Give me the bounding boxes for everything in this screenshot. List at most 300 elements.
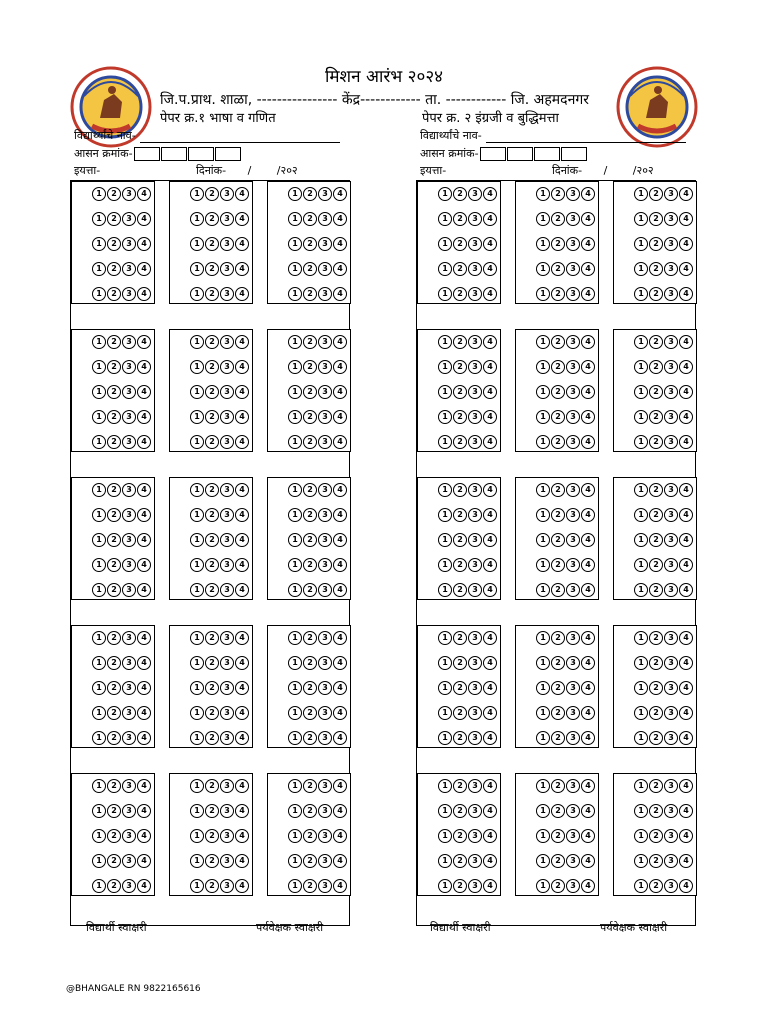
option-bubble[interactable]: 3: [122, 435, 136, 449]
option-bubble[interactable]: 3: [468, 854, 482, 868]
option-bubble[interactable]: 3: [664, 533, 678, 547]
option-bubble[interactable]: 1: [92, 879, 106, 893]
option-bubble[interactable]: 2: [303, 804, 317, 818]
option-bubble[interactable]: 2: [303, 410, 317, 424]
option-bubble[interactable]: 4: [137, 360, 151, 374]
option-bubble[interactable]: 2: [551, 731, 565, 745]
option-bubble[interactable]: 3: [468, 360, 482, 374]
option-bubble[interactable]: 1: [92, 681, 106, 695]
option-bubble[interactable]: 1: [288, 435, 302, 449]
option-bubble[interactable]: 1: [92, 558, 106, 572]
option-bubble[interactable]: 3: [318, 385, 332, 399]
seat-box[interactable]: [215, 147, 241, 161]
option-bubble[interactable]: 1: [190, 187, 204, 201]
option-bubble[interactable]: 4: [333, 435, 347, 449]
option-bubble[interactable]: 4: [235, 187, 249, 201]
option-bubble[interactable]: 3: [468, 681, 482, 695]
option-bubble[interactable]: 4: [235, 483, 249, 497]
option-bubble[interactable]: 3: [220, 187, 234, 201]
option-bubble[interactable]: 2: [205, 656, 219, 670]
option-bubble[interactable]: 4: [235, 410, 249, 424]
option-bubble[interactable]: 4: [483, 829, 497, 843]
option-bubble[interactable]: 2: [551, 335, 565, 349]
option-bubble[interactable]: 2: [551, 583, 565, 597]
option-bubble[interactable]: 4: [483, 483, 497, 497]
option-bubble[interactable]: 3: [220, 360, 234, 374]
option-bubble[interactable]: 4: [235, 854, 249, 868]
option-bubble[interactable]: 4: [483, 779, 497, 793]
option-bubble[interactable]: 1: [634, 410, 648, 424]
option-bubble[interactable]: 4: [483, 435, 497, 449]
option-bubble[interactable]: 1: [190, 731, 204, 745]
option-bubble[interactable]: 4: [679, 854, 693, 868]
option-bubble[interactable]: 1: [288, 779, 302, 793]
option-bubble[interactable]: 3: [468, 558, 482, 572]
option-bubble[interactable]: 2: [551, 854, 565, 868]
option-bubble[interactable]: 1: [92, 237, 106, 251]
option-bubble[interactable]: 2: [205, 385, 219, 399]
option-bubble[interactable]: 2: [453, 237, 467, 251]
option-bubble[interactable]: 1: [288, 731, 302, 745]
option-bubble[interactable]: 3: [664, 779, 678, 793]
option-bubble[interactable]: 3: [318, 829, 332, 843]
option-bubble[interactable]: 4: [581, 410, 595, 424]
option-bubble[interactable]: 3: [122, 558, 136, 572]
option-bubble[interactable]: 3: [468, 483, 482, 497]
option-bubble[interactable]: 3: [566, 483, 580, 497]
option-bubble[interactable]: 2: [649, 731, 663, 745]
option-bubble[interactable]: 2: [205, 631, 219, 645]
option-bubble[interactable]: 3: [566, 237, 580, 251]
option-bubble[interactable]: 4: [679, 187, 693, 201]
option-bubble[interactable]: 1: [190, 360, 204, 374]
option-bubble[interactable]: 3: [122, 829, 136, 843]
option-bubble[interactable]: 4: [679, 533, 693, 547]
option-bubble[interactable]: 3: [664, 385, 678, 399]
option-bubble[interactable]: 4: [679, 706, 693, 720]
date-field-left[interactable]: [196, 163, 298, 178]
option-bubble[interactable]: 3: [220, 558, 234, 572]
option-bubble[interactable]: 3: [122, 631, 136, 645]
option-bubble[interactable]: 3: [664, 854, 678, 868]
option-bubble[interactable]: 4: [679, 287, 693, 301]
option-bubble[interactable]: 1: [536, 360, 550, 374]
option-bubble[interactable]: 2: [107, 681, 121, 695]
option-bubble[interactable]: 4: [333, 508, 347, 522]
option-bubble[interactable]: 2: [453, 879, 467, 893]
option-bubble[interactable]: 4: [679, 435, 693, 449]
option-bubble[interactable]: 3: [664, 212, 678, 226]
option-bubble[interactable]: 1: [92, 483, 106, 497]
option-bubble[interactable]: 1: [92, 212, 106, 226]
option-bubble[interactable]: 4: [137, 656, 151, 670]
option-bubble[interactable]: 2: [107, 854, 121, 868]
option-bubble[interactable]: 4: [235, 335, 249, 349]
option-bubble[interactable]: 2: [205, 212, 219, 226]
option-bubble[interactable]: 4: [333, 262, 347, 276]
option-bubble[interactable]: 1: [438, 631, 452, 645]
option-bubble[interactable]: 1: [92, 187, 106, 201]
option-bubble[interactable]: 3: [318, 237, 332, 251]
option-bubble[interactable]: 2: [649, 779, 663, 793]
option-bubble[interactable]: 1: [92, 656, 106, 670]
option-bubble[interactable]: 2: [205, 879, 219, 893]
option-bubble[interactable]: 4: [581, 483, 595, 497]
option-bubble[interactable]: 1: [92, 731, 106, 745]
option-bubble[interactable]: 1: [190, 854, 204, 868]
option-bubble[interactable]: 3: [566, 656, 580, 670]
option-bubble[interactable]: 1: [92, 583, 106, 597]
option-bubble[interactable]: 3: [122, 681, 136, 695]
option-bubble[interactable]: 2: [107, 804, 121, 818]
option-bubble[interactable]: 2: [649, 879, 663, 893]
option-bubble[interactable]: 3: [566, 854, 580, 868]
option-bubble[interactable]: 1: [634, 508, 648, 522]
option-bubble[interactable]: 4: [483, 385, 497, 399]
option-bubble[interactable]: 2: [649, 237, 663, 251]
option-bubble[interactable]: 1: [438, 583, 452, 597]
option-bubble[interactable]: 4: [679, 410, 693, 424]
option-bubble[interactable]: 3: [220, 237, 234, 251]
option-bubble[interactable]: 4: [333, 237, 347, 251]
option-bubble[interactable]: 4: [679, 508, 693, 522]
option-bubble[interactable]: 2: [551, 681, 565, 695]
option-bubble[interactable]: 2: [453, 731, 467, 745]
option-bubble[interactable]: 1: [536, 212, 550, 226]
option-bubble[interactable]: 4: [581, 508, 595, 522]
option-bubble[interactable]: 2: [453, 187, 467, 201]
option-bubble[interactable]: 2: [551, 483, 565, 497]
option-bubble[interactable]: 3: [220, 829, 234, 843]
option-bubble[interactable]: 3: [566, 335, 580, 349]
option-bubble[interactable]: 2: [107, 483, 121, 497]
option-bubble[interactable]: 3: [566, 779, 580, 793]
option-bubble[interactable]: 2: [107, 631, 121, 645]
option-bubble[interactable]: 2: [303, 237, 317, 251]
option-bubble[interactable]: 3: [220, 335, 234, 349]
option-bubble[interactable]: 2: [303, 335, 317, 349]
option-bubble[interactable]: 3: [122, 583, 136, 597]
option-bubble[interactable]: 1: [634, 583, 648, 597]
option-bubble[interactable]: 1: [288, 681, 302, 695]
option-bubble[interactable]: 2: [107, 829, 121, 843]
option-bubble[interactable]: 3: [122, 854, 136, 868]
option-bubble[interactable]: 3: [664, 583, 678, 597]
option-bubble[interactable]: 4: [235, 262, 249, 276]
option-bubble[interactable]: 4: [483, 731, 497, 745]
option-bubble[interactable]: 3: [220, 483, 234, 497]
option-bubble[interactable]: 4: [235, 360, 249, 374]
option-bubble[interactable]: 2: [303, 287, 317, 301]
option-bubble[interactable]: 2: [107, 335, 121, 349]
option-bubble[interactable]: 2: [303, 187, 317, 201]
option-bubble[interactable]: 1: [288, 804, 302, 818]
option-bubble[interactable]: 1: [536, 879, 550, 893]
option-bubble[interactable]: 1: [190, 287, 204, 301]
option-bubble[interactable]: 2: [107, 583, 121, 597]
option-bubble[interactable]: 3: [566, 631, 580, 645]
option-bubble[interactable]: 1: [92, 631, 106, 645]
option-bubble[interactable]: 4: [333, 879, 347, 893]
option-bubble[interactable]: 4: [235, 237, 249, 251]
option-bubble[interactable]: 1: [438, 804, 452, 818]
option-bubble[interactable]: 2: [205, 187, 219, 201]
option-bubble[interactable]: 1: [438, 483, 452, 497]
option-bubble[interactable]: 2: [205, 731, 219, 745]
option-bubble[interactable]: 1: [92, 706, 106, 720]
option-bubble[interactable]: 4: [581, 779, 595, 793]
option-bubble[interactable]: 4: [679, 583, 693, 597]
option-bubble[interactable]: 2: [107, 212, 121, 226]
option-bubble[interactable]: 2: [551, 262, 565, 276]
option-bubble[interactable]: 3: [220, 533, 234, 547]
option-bubble[interactable]: 4: [333, 212, 347, 226]
option-bubble[interactable]: 3: [664, 656, 678, 670]
option-bubble[interactable]: 4: [235, 656, 249, 670]
option-bubble[interactable]: 1: [288, 656, 302, 670]
option-bubble[interactable]: 3: [318, 631, 332, 645]
option-bubble[interactable]: 2: [453, 706, 467, 720]
option-bubble[interactable]: 4: [333, 804, 347, 818]
option-bubble[interactable]: 3: [664, 879, 678, 893]
option-bubble[interactable]: 1: [190, 533, 204, 547]
option-bubble[interactable]: 1: [438, 533, 452, 547]
option-bubble[interactable]: 2: [107, 435, 121, 449]
option-bubble[interactable]: 3: [220, 681, 234, 695]
option-bubble[interactable]: 1: [536, 631, 550, 645]
option-bubble[interactable]: 1: [536, 706, 550, 720]
option-bubble[interactable]: 3: [220, 508, 234, 522]
option-bubble[interactable]: 4: [137, 410, 151, 424]
option-bubble[interactable]: 4: [137, 187, 151, 201]
option-bubble[interactable]: 4: [679, 212, 693, 226]
option-bubble[interactable]: 1: [288, 483, 302, 497]
option-bubble[interactable]: 3: [664, 410, 678, 424]
option-bubble[interactable]: 3: [664, 187, 678, 201]
option-bubble[interactable]: 1: [438, 854, 452, 868]
option-bubble[interactable]: 4: [137, 385, 151, 399]
option-bubble[interactable]: 2: [649, 804, 663, 818]
option-bubble[interactable]: 4: [581, 212, 595, 226]
option-bubble[interactable]: 4: [333, 706, 347, 720]
option-bubble[interactable]: 4: [333, 631, 347, 645]
option-bubble[interactable]: 3: [566, 804, 580, 818]
option-bubble[interactable]: 1: [634, 779, 648, 793]
option-bubble[interactable]: 2: [453, 804, 467, 818]
option-bubble[interactable]: 2: [649, 829, 663, 843]
option-bubble[interactable]: 1: [190, 829, 204, 843]
option-bubble[interactable]: 1: [92, 829, 106, 843]
option-bubble[interactable]: 3: [566, 262, 580, 276]
option-bubble[interactable]: 2: [107, 360, 121, 374]
seat-field-left[interactable]: [74, 146, 241, 161]
option-bubble[interactable]: 2: [551, 287, 565, 301]
option-bubble[interactable]: 2: [453, 435, 467, 449]
class-field-right[interactable]: [420, 163, 446, 178]
option-bubble[interactable]: 4: [137, 508, 151, 522]
option-bubble[interactable]: 3: [664, 483, 678, 497]
name-field-left[interactable]: [74, 128, 340, 143]
option-bubble[interactable]: 2: [649, 435, 663, 449]
option-bubble[interactable]: 3: [220, 706, 234, 720]
option-bubble[interactable]: 1: [190, 483, 204, 497]
option-bubble[interactable]: 3: [318, 508, 332, 522]
option-bubble[interactable]: 1: [634, 558, 648, 572]
option-bubble[interactable]: 4: [333, 854, 347, 868]
option-bubble[interactable]: 4: [137, 829, 151, 843]
option-bubble[interactable]: 4: [581, 829, 595, 843]
option-bubble[interactable]: 4: [581, 804, 595, 818]
option-bubble[interactable]: 3: [318, 583, 332, 597]
option-bubble[interactable]: 4: [137, 631, 151, 645]
option-bubble[interactable]: 3: [122, 212, 136, 226]
option-bubble[interactable]: 2: [551, 410, 565, 424]
option-bubble[interactable]: 1: [536, 829, 550, 843]
option-bubble[interactable]: 4: [483, 262, 497, 276]
option-bubble[interactable]: 4: [483, 854, 497, 868]
option-bubble[interactable]: 3: [468, 508, 482, 522]
option-bubble[interactable]: 4: [333, 410, 347, 424]
option-bubble[interactable]: 2: [453, 212, 467, 226]
option-bubble[interactable]: 1: [190, 706, 204, 720]
option-bubble[interactable]: 4: [581, 237, 595, 251]
option-bubble[interactable]: 4: [581, 656, 595, 670]
seat-box[interactable]: [480, 147, 506, 161]
option-bubble[interactable]: 4: [333, 656, 347, 670]
option-bubble[interactable]: 1: [438, 410, 452, 424]
option-bubble[interactable]: 4: [137, 804, 151, 818]
option-bubble[interactable]: 3: [566, 533, 580, 547]
option-bubble[interactable]: 2: [551, 212, 565, 226]
name-line[interactable]: [486, 142, 686, 143]
option-bubble[interactable]: 4: [333, 779, 347, 793]
option-bubble[interactable]: 1: [92, 508, 106, 522]
option-bubble[interactable]: 2: [107, 706, 121, 720]
option-bubble[interactable]: 2: [107, 287, 121, 301]
option-bubble[interactable]: 4: [483, 360, 497, 374]
option-bubble[interactable]: 1: [190, 656, 204, 670]
option-bubble[interactable]: 1: [92, 533, 106, 547]
option-bubble[interactable]: 4: [581, 385, 595, 399]
option-bubble[interactable]: 2: [205, 829, 219, 843]
option-bubble[interactable]: 2: [551, 187, 565, 201]
option-bubble[interactable]: 1: [536, 187, 550, 201]
option-bubble[interactable]: 4: [483, 187, 497, 201]
option-bubble[interactable]: 1: [288, 360, 302, 374]
option-bubble[interactable]: 3: [220, 262, 234, 276]
option-bubble[interactable]: 1: [536, 681, 550, 695]
option-bubble[interactable]: 4: [581, 706, 595, 720]
option-bubble[interactable]: 2: [551, 829, 565, 843]
seat-box[interactable]: [561, 147, 587, 161]
option-bubble[interactable]: 3: [122, 483, 136, 497]
option-bubble[interactable]: 2: [649, 335, 663, 349]
option-bubble[interactable]: 1: [634, 533, 648, 547]
option-bubble[interactable]: 3: [664, 558, 678, 572]
option-bubble[interactable]: 1: [190, 212, 204, 226]
option-bubble[interactable]: 4: [333, 335, 347, 349]
option-bubble[interactable]: 3: [664, 508, 678, 522]
option-bubble[interactable]: 2: [303, 558, 317, 572]
option-bubble[interactable]: 2: [303, 631, 317, 645]
option-bubble[interactable]: 3: [468, 879, 482, 893]
option-bubble[interactable]: 3: [566, 558, 580, 572]
option-bubble[interactable]: 4: [235, 631, 249, 645]
option-bubble[interactable]: 2: [453, 829, 467, 843]
option-bubble[interactable]: 3: [566, 829, 580, 843]
option-bubble[interactable]: 2: [303, 212, 317, 226]
option-bubble[interactable]: 1: [536, 779, 550, 793]
option-bubble[interactable]: 4: [333, 583, 347, 597]
option-bubble[interactable]: 2: [649, 533, 663, 547]
option-bubble[interactable]: 3: [566, 583, 580, 597]
option-bubble[interactable]: 4: [679, 558, 693, 572]
option-bubble[interactable]: 1: [288, 854, 302, 868]
option-bubble[interactable]: 2: [551, 533, 565, 547]
option-bubble[interactable]: 1: [634, 262, 648, 276]
option-bubble[interactable]: 4: [581, 187, 595, 201]
seat-field-right[interactable]: [420, 146, 587, 161]
option-bubble[interactable]: 3: [220, 779, 234, 793]
option-bubble[interactable]: 4: [581, 558, 595, 572]
option-bubble[interactable]: 3: [566, 360, 580, 374]
option-bubble[interactable]: 1: [536, 854, 550, 868]
option-bubble[interactable]: 1: [536, 335, 550, 349]
option-bubble[interactable]: 4: [235, 779, 249, 793]
option-bubble[interactable]: 4: [483, 533, 497, 547]
option-bubble[interactable]: 1: [438, 681, 452, 695]
option-bubble[interactable]: 1: [438, 829, 452, 843]
option-bubble[interactable]: 4: [333, 360, 347, 374]
option-bubble[interactable]: 1: [634, 335, 648, 349]
option-bubble[interactable]: 4: [333, 187, 347, 201]
option-bubble[interactable]: 2: [205, 706, 219, 720]
option-bubble[interactable]: 1: [536, 435, 550, 449]
option-bubble[interactable]: 3: [220, 631, 234, 645]
option-bubble[interactable]: 4: [581, 854, 595, 868]
option-bubble[interactable]: 3: [318, 287, 332, 301]
option-bubble[interactable]: 1: [92, 435, 106, 449]
option-bubble[interactable]: 4: [137, 287, 151, 301]
option-bubble[interactable]: 2: [107, 558, 121, 572]
option-bubble[interactable]: 3: [122, 804, 136, 818]
option-bubble[interactable]: 2: [303, 508, 317, 522]
option-bubble[interactable]: 1: [438, 187, 452, 201]
option-bubble[interactable]: 2: [205, 533, 219, 547]
option-bubble[interactable]: 2: [303, 533, 317, 547]
option-bubble[interactable]: 4: [137, 558, 151, 572]
option-bubble[interactable]: 4: [581, 262, 595, 276]
option-bubble[interactable]: 1: [190, 237, 204, 251]
option-bubble[interactable]: 2: [205, 483, 219, 497]
option-bubble[interactable]: 3: [664, 262, 678, 276]
option-bubble[interactable]: 2: [205, 583, 219, 597]
option-bubble[interactable]: 2: [649, 262, 663, 276]
option-bubble[interactable]: 3: [566, 508, 580, 522]
option-bubble[interactable]: 4: [581, 287, 595, 301]
option-bubble[interactable]: 2: [303, 829, 317, 843]
option-bubble[interactable]: 3: [122, 262, 136, 276]
option-bubble[interactable]: 3: [220, 385, 234, 399]
option-bubble[interactable]: 2: [649, 583, 663, 597]
option-bubble[interactable]: 3: [122, 360, 136, 374]
option-bubble[interactable]: 1: [190, 335, 204, 349]
option-bubble[interactable]: 4: [483, 631, 497, 645]
option-bubble[interactable]: 2: [649, 631, 663, 645]
option-bubble[interactable]: 2: [205, 681, 219, 695]
option-bubble[interactable]: 2: [303, 779, 317, 793]
option-bubble[interactable]: 2: [453, 533, 467, 547]
